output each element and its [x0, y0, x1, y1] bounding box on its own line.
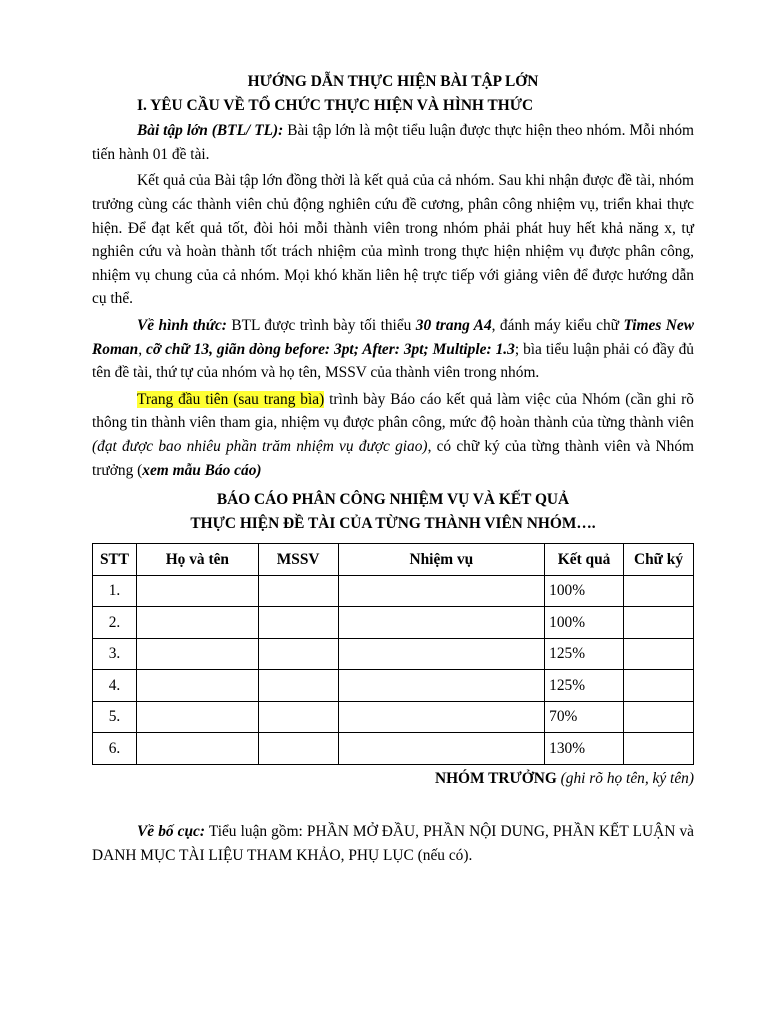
cell-result: 70% [545, 701, 624, 733]
cell-task [338, 638, 545, 670]
cell-signature [624, 575, 694, 607]
table-header-row [93, 544, 694, 576]
table-row [93, 670, 694, 702]
header-mssv: MSSV [258, 544, 338, 576]
spacer [92, 790, 694, 820]
first-page-text-2: , có chữ ký của từng thành viên và Nhóm trưởng ( [92, 437, 694, 479]
btl-text: Bài tập lớn là một tiểu luận được thực hiện theo nhóm. Mỗi nhóm tiến hành 01 đề tài. [92, 122, 694, 163]
format-text-4: ; bìa tiểu luận phải có đầy đủ tên đề tài, thứ tự của nhóm và họ tên, MSSV của thành viên trong nhóm. [92, 340, 694, 382]
cell-mssv [258, 638, 338, 670]
format-label: Về hình thức: [137, 316, 227, 334]
group-leader-note: (ghi rõ họ tên, ký tên) [556, 769, 694, 787]
header-result: Kết quả [545, 544, 624, 576]
cell-signature [624, 733, 694, 765]
cell-signature [624, 638, 694, 670]
header-stt: STT [93, 544, 137, 576]
cell-stt: 2. [93, 607, 137, 639]
report-title-2: THỰC HIỆN ĐỀ TÀI CỦA TỪNG THÀNH VIÊN NHÓM…. [190, 514, 596, 532]
table-row [93, 607, 694, 639]
cell-task [338, 607, 545, 639]
report-title-1: BÁO CÁO PHÂN CÔNG NHIỆM VỤ VÀ KẾT QUẢ [216, 491, 570, 509]
format-text-1: BTL được trình bày tối thiểu [226, 316, 416, 334]
cell-stt: 1. [93, 575, 137, 607]
first-page-bold-italic: xem mẫu Báo cáo) [142, 461, 262, 479]
layout-label: Về bố cục: [137, 823, 206, 841]
cell-result: 125% [545, 638, 624, 670]
cell-name [136, 607, 258, 639]
layout-text: Tiểu luận gồm: PHẦN MỞ ĐẦU, PHẦN NỘI DUNG, PHẦN KẾT LUẬN và DANH MỤC TÀI LIỆU THAM KHẢO, PHỤ LỤC (nếu có). [92, 823, 695, 864]
table-row [93, 733, 694, 765]
format-text-2: , đánh máy kiểu chữ [491, 316, 624, 334]
cell-mssv [258, 701, 338, 733]
cell-task [338, 733, 545, 765]
cell-stt: 6. [93, 733, 137, 765]
header-signature: Chữ ký [624, 544, 694, 576]
cell-signature [624, 670, 694, 702]
format-text-3: , [138, 340, 147, 358]
cell-name [136, 733, 258, 765]
cell-task [338, 701, 545, 733]
paragraph-results: Kết quả của Bài tập lớn đồng thời là kết quả của cả nhóm. Sau khi nhận được đề tài, nhóm trưởng cùng các thành viên chủ động nghiên cứu đề cương, phân công nhiệm vụ, triển khai thực hiện. Để đạt kết quả tốt, đòi hỏi mỗi thành viên trong nhóm phải phát huy hết khả năng x, tự nghiên cứu và hoàn thành tốt trách nhiệm của mình trong thực hiện nhiệm vụ được phân công, nhiệm vụ chung của cả nhóm. Mọi khó khăn liên hệ trực tiếp với giảng viên để được hướng dẫn cụ thể. [92, 172, 694, 308]
cell-signature [624, 607, 694, 639]
cell-result: 100% [545, 575, 624, 607]
group-leader-label: NHÓM TRƯỞNG [434, 769, 557, 787]
cell-stt: 3. [93, 638, 137, 670]
cell-name [136, 575, 258, 607]
header-name: Họ và tên [136, 544, 258, 576]
btl-label: Bài tập lớn (BTL/ TL): [137, 122, 284, 140]
header-task: Nhiệm vụ [338, 544, 545, 576]
cell-name [136, 638, 258, 670]
paragraph-first-page [92, 388, 694, 482]
report-table [92, 543, 694, 765]
cell-mssv [258, 607, 338, 639]
first-page-highlight: Trang đầu tiên (sau trang bìa) [137, 390, 325, 408]
cell-mssv [258, 733, 338, 765]
cell-mssv [258, 670, 338, 702]
cell-stt: 5. [93, 701, 137, 733]
cell-name [136, 701, 258, 733]
paragraph-btl [92, 119, 694, 166]
first-page-italic: (đạt được bao nhiêu phần trăm nhiệm vụ được giao) [92, 437, 428, 455]
cell-result: 125% [545, 670, 624, 702]
format-pages: 30 trang A4 [415, 316, 492, 334]
format-size: cỡ chữ 13, giãn dòng before: 3pt; After: 3pt; Multiple: 1.3 [146, 340, 515, 358]
cell-stt: 4. [93, 670, 137, 702]
cell-task [338, 670, 545, 702]
format-font: Times New Roman [92, 316, 694, 358]
document-title: HƯỚNG DẪN THỰC HIỆN BÀI TẬP LỚN [247, 73, 539, 90]
table-row [93, 701, 694, 733]
table-row [93, 638, 694, 670]
group-leader-signature [92, 767, 694, 791]
cell-mssv [258, 575, 338, 607]
paragraph-format [92, 314, 694, 385]
cell-signature [624, 701, 694, 733]
first-page-text-1: trình bày Báo cáo kết quả làm việc của Nhóm (cần ghi rõ thông tin thành viên tham gia, nhiệm vụ được phân công, mức độ hoàn thành của từng thành viên [92, 390, 695, 432]
paragraph-layout [92, 820, 694, 867]
cell-name [136, 670, 258, 702]
cell-result: 100% [545, 607, 624, 639]
cell-task [338, 575, 545, 607]
table-row [93, 575, 694, 607]
section-heading: I. YÊU CẦU VỀ TỔ CHỨC THỰC HIỆN VÀ HÌNH THỨC [137, 96, 534, 114]
cell-result: 130% [545, 733, 624, 765]
